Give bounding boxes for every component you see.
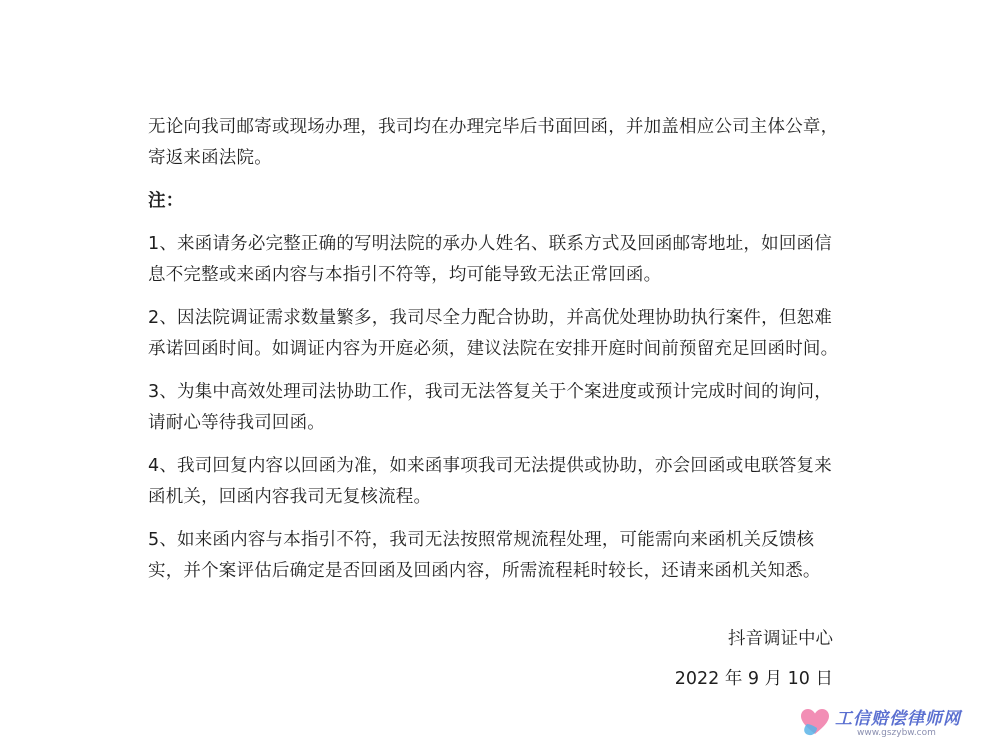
intro-paragraph: 无论向我司邮寄或现场办理，我司均在办理完毕后书面回函，并加盖相应公司主体公章，寄返来函法院。 [148,117,839,168]
note-item-4: 4、我司回复内容以回函为准，如来函事项我司无法提供或协助，亦会回函或电联答复来函机关，回函内容我司无复核流程。 [148,456,832,507]
document-body [148,112,848,599]
heart-logo-icon [797,704,833,740]
watermark-url: www.gszybw.com [857,728,936,738]
note-item-5: 5、如来函内容与本指引不符，我司无法按照常规流程处理，可能需向来函机关反馈核实，并个案评估后确定是否回函及回函内容，所需流程耗时较长，还请来函机关知悉。 [148,530,821,581]
note-title: 注： [148,191,184,211]
signature-organization: 抖音调证中心 [728,629,833,649]
note-item-2: 2、因法院调证需求数量繁多，我司尽全力配合协助，并高优处理协助执行案件，但恕难承诺回函时间。如调证内容为开庭必须，建议法院在安排开庭时间前预留充足回函时间。 [148,308,839,359]
watermark-text: 工信赔偿律师网 [835,709,961,729]
note-item-3: 3、为集中高效处理司法协助工作，我司无法答复关于个案进度或预计完成时间的询问，请耐心等待我司回函。 [148,382,832,433]
signature-date: 2022 年 9 月 10 日 [674,669,833,689]
watermark [797,700,977,744]
note-item-1: 1、来函请务必完整正确的写明法院的承办人姓名、联系方式及回函邮寄地址，如回函信息不完整或来函内容与本指引不符等，均可能导致无法正常回函。 [148,234,832,285]
